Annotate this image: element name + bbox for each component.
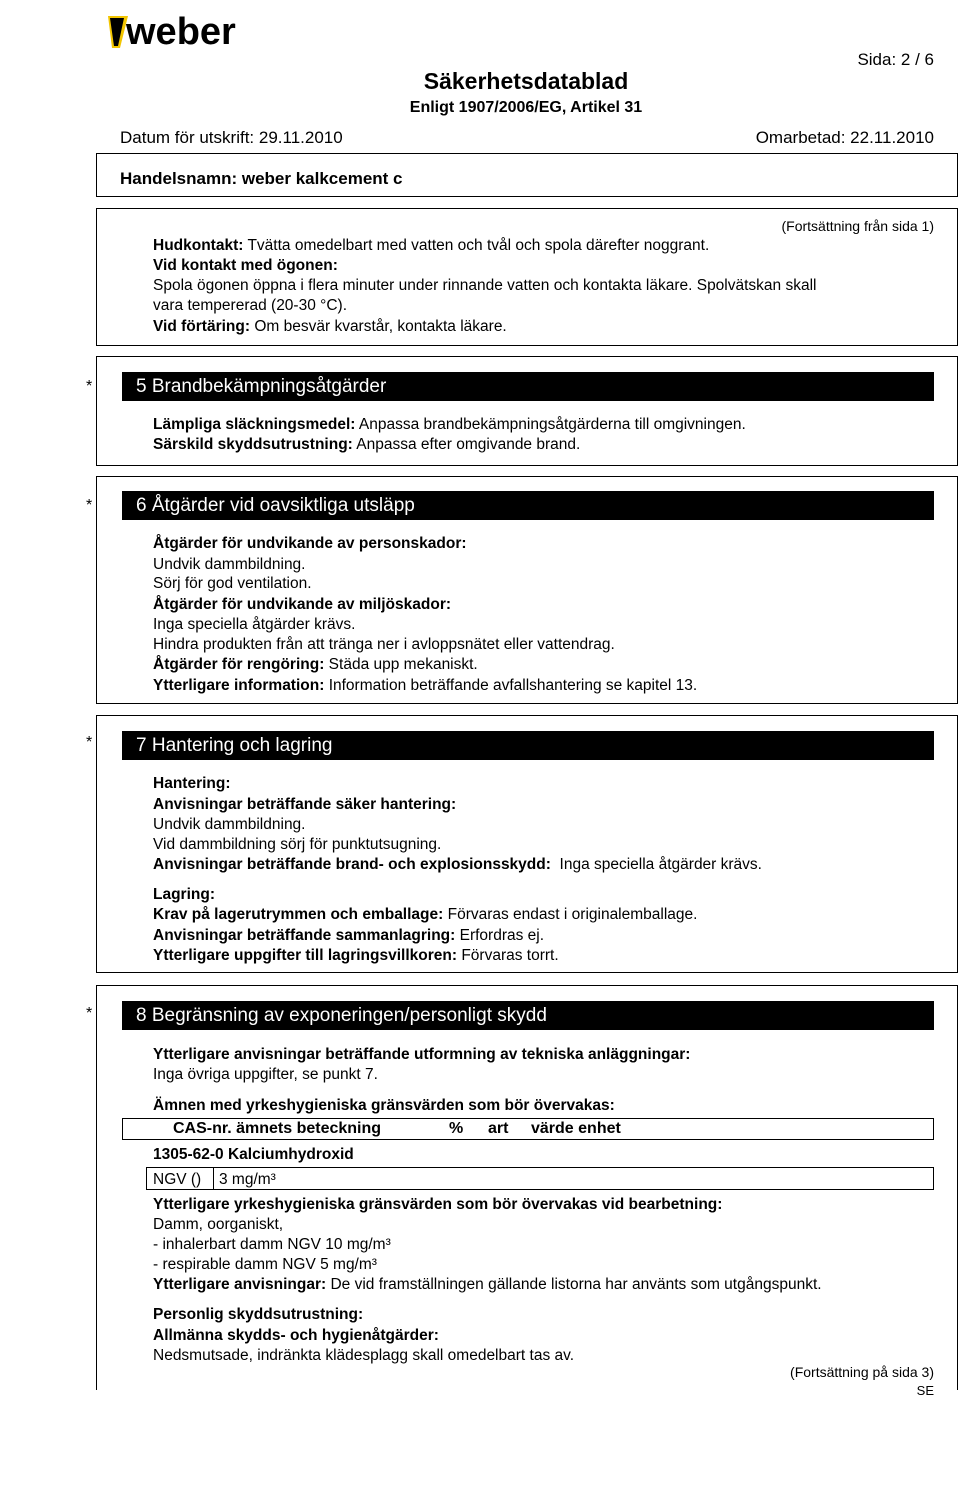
environmental-precaution-1: Inga speciella åtgärder krävs. <box>153 616 356 633</box>
svg-text:weber: weber <box>126 11 236 53</box>
eye-contact-text-2: vara tempererad (20-30 °C). <box>153 297 347 314</box>
hygiene-text: Nedsmutsade, indränkta klädesplagg skall omedelbart tas av. <box>153 1347 575 1364</box>
weber-logo-mark <box>108 8 268 54</box>
storage-label: Lagring: <box>153 886 215 903</box>
process-limits-label: Ytterligare yrkeshygieniska gränsvärden som bör övervakas vid bearbetning: <box>153 1196 723 1213</box>
section-5-heading: 5 Brandbekämpningsåtgärder <box>122 372 934 401</box>
additional-instructions: Ytterligare anvisningar: De vid framställningen gällande listorna har använts som utgångspunkt. <box>153 1276 822 1293</box>
change-marker: * <box>86 734 93 751</box>
section-7-heading: 7 Hantering och lagring <box>122 731 934 760</box>
storage-requirements: Krav på lagerutrymmen och emballage: Förvaras endast i originalemballage. <box>153 906 698 923</box>
ingestion: Vid förtäring: Om besvär kvarstår, kontakta läkare. <box>153 318 507 335</box>
header-percent: % <box>449 1120 464 1137</box>
header-value: värde enhet <box>531 1120 621 1137</box>
environmental-precautions-label: Åtgärder för undvikande av miljöskador: <box>153 596 452 613</box>
personal-precaution-2: Sörj för god ventilation. <box>153 575 312 592</box>
extinguishing-media: Lämpliga släckningsmedel: Anpassa brandbekämpningsåtgärderna till omgivningen. <box>153 416 746 433</box>
safe-handling-2: Vid dammbildning sörj för punktutsugning. <box>153 836 442 853</box>
process-limit-2: - inhalerbart damm NGV 10 mg/m³ <box>153 1236 391 1253</box>
eye-contact-text-1: Spola ögonen öppna i flera minuter under rinnande vatten och kontakta läkare. Spolvätskan skall <box>153 277 817 294</box>
section-8-heading: 8 Begränsning av exponeringen/personligt skydd <box>122 1001 934 1030</box>
document-subtitle: Enligt 1907/2006/EG, Artikel 31 <box>409 99 643 116</box>
language-code: SE <box>916 1383 934 1398</box>
weber-logo <box>108 8 268 54</box>
page-number: Sida: 2 / 6 <box>857 50 934 69</box>
document-title: Säkerhetsdatablad <box>423 68 629 94</box>
continued-from: (Fortsättning från sida 1) <box>781 218 934 234</box>
additional-information: Ytterligare information: Information beträffande avfallshantering se kapitel 13. <box>153 677 698 694</box>
storage-conditions: Ytterligare uppgifter till lagringsvillkoren: Förvaras torrt. <box>153 947 559 964</box>
process-limit-1: Damm, oorganiskt, <box>153 1216 284 1233</box>
limit-value: 3 mg/m³ <box>219 1171 276 1188</box>
joint-storage: Anvisningar beträffande sammanlagring: Erfordras ej. <box>153 927 545 944</box>
change-marker: * <box>86 497 93 514</box>
trade-name: Handelsnamn: weber kalkcement c <box>120 169 403 188</box>
revision-date: Omarbetad: 22.11.2010 <box>755 128 934 147</box>
eye-contact-label: Vid kontakt med ögonen: <box>153 257 338 274</box>
change-marker: * <box>86 378 93 395</box>
continued-on: (Fortsättning på sida 3) <box>790 1364 934 1380</box>
personal-precaution-1: Undvik dammbildning. <box>153 556 306 573</box>
environmental-precaution-2: Hindra produkten från att tränga ner i avloppsnätet eller vattendrag. <box>153 636 615 653</box>
safe-handling-label: Anvisningar beträffande säker hantering: <box>153 796 457 813</box>
hygiene-label: Allmänna skydds- och hygienåtgärder: <box>153 1327 439 1344</box>
skin-contact: Hudkontakt: Tvätta omedelbart med vatten och tvål och spola därefter noggrant. <box>153 237 710 254</box>
section-6-heading: 6 Åtgärder vid oavsiktliga utsläpp <box>122 491 934 520</box>
change-marker: * <box>86 1005 93 1022</box>
technical-measures-text: Inga övriga uppgifter, se punkt 7. <box>153 1066 378 1083</box>
handling-label: Hantering: <box>153 775 231 792</box>
exposure-limits-label: Ämnen med yrkeshygieniska gränsvärden som bör övervakas: <box>153 1097 615 1114</box>
header-cas: CAS-nr. ämnets beteckning <box>173 1120 382 1137</box>
fire-explosion-protection: Anvisningar beträffande brand- och explosionsskydd: Inga speciella åtgärder krävs. <box>153 856 762 873</box>
table-row-substance: 1305-62-0 Kalciumhydroxid <box>153 1146 354 1163</box>
table-cell-divider <box>213 1167 214 1190</box>
protective-equipment: Särskild skyddsutrustning: Anpassa efter omgivande brand. <box>153 436 581 453</box>
personal-precautions-label: Åtgärder för undvikande av personskador: <box>153 535 467 552</box>
limit-type: NGV () <box>153 1171 202 1188</box>
ppe-label: Personlig skyddsutrustning: <box>153 1306 364 1323</box>
print-date: Datum för utskrift: 29.11.2010 <box>120 128 343 147</box>
header-type: art <box>488 1120 509 1137</box>
technical-measures-label: Ytterligare anvisningar beträffande utformning av tekniska anläggningar: <box>153 1046 691 1063</box>
cleaning-methods: Åtgärder för rengöring: Städa upp mekaniskt. <box>153 656 478 673</box>
process-limit-3: - respirable damm NGV 5 mg/m³ <box>153 1256 377 1273</box>
safe-handling-1: Undvik dammbildning. <box>153 816 306 833</box>
